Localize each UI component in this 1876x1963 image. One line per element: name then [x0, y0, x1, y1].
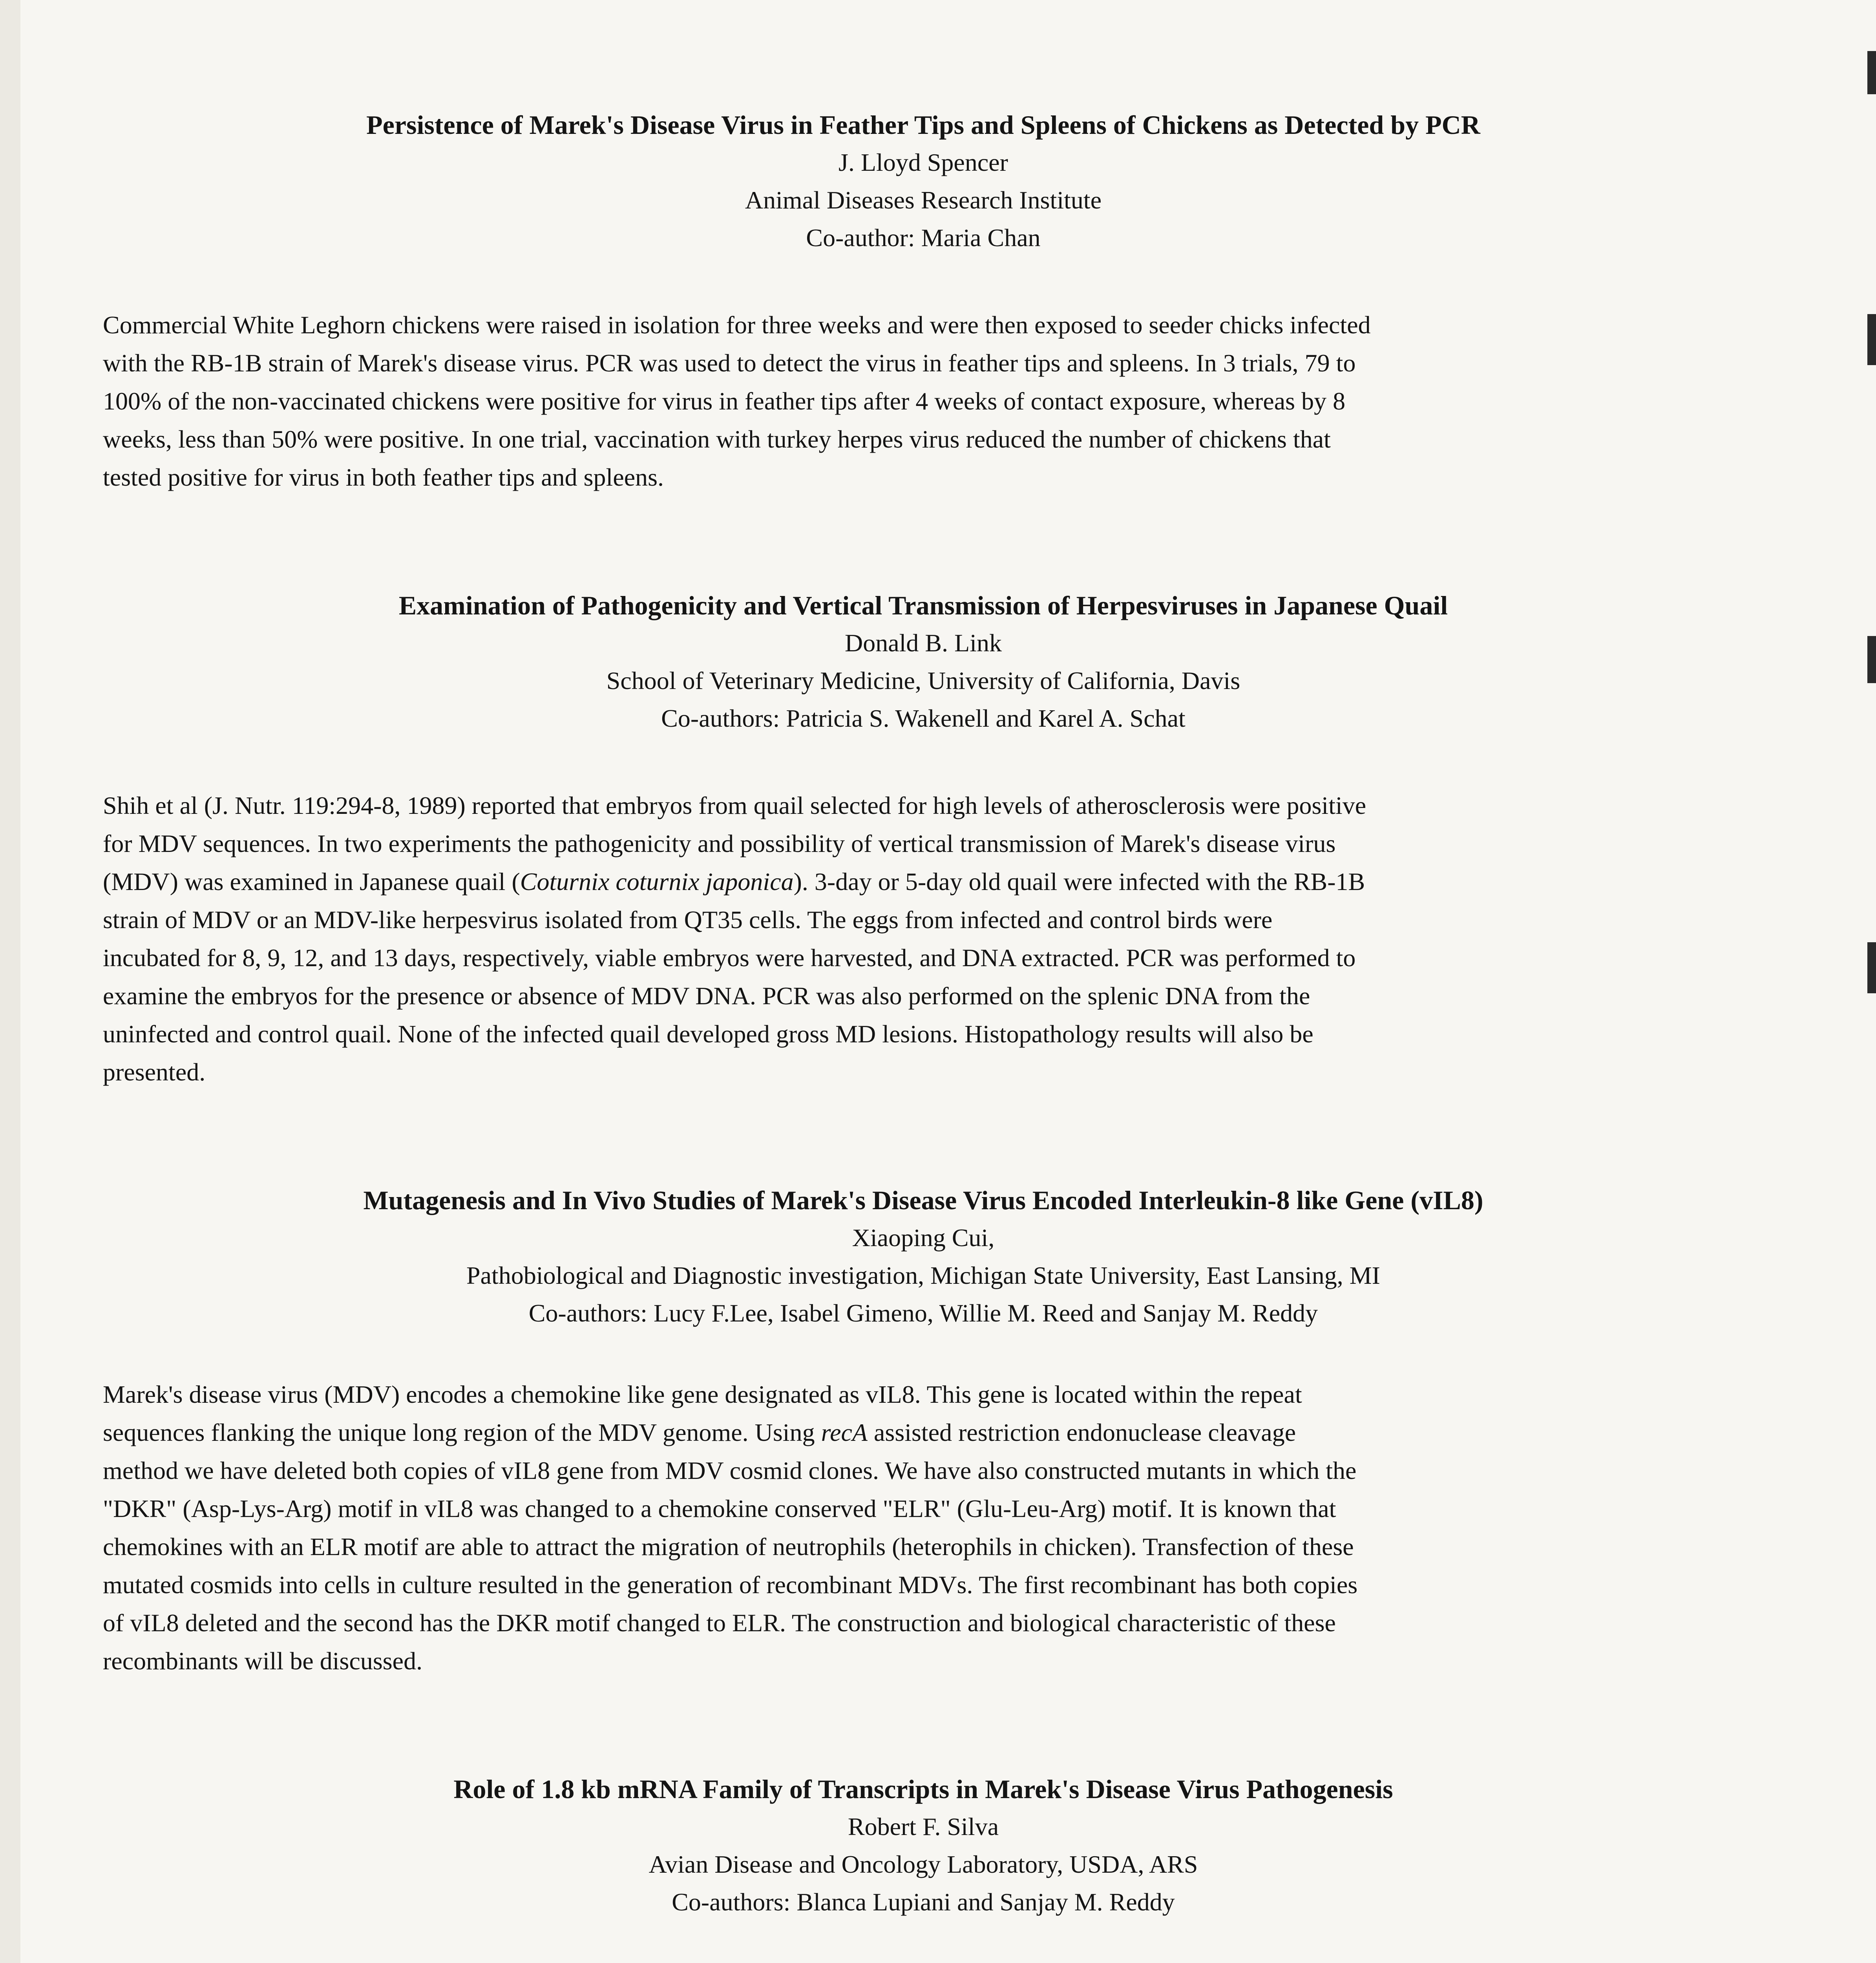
- body-line: chemokines with an ELR motif are able to attract the migration of neutrophils (heterophils in chicken). Transfection of these: [103, 1533, 1354, 1561]
- author: Robert F. Silva: [848, 1813, 999, 1841]
- body-line: tested positive for virus in both feather tips and spleens.: [103, 463, 664, 491]
- abstract-title: Examination of Pathogenicity and Vertical Transmission of Herpesviruses in Japanese Quail: [398, 590, 1448, 620]
- body-line: mutated cosmids into cells in culture resulted in the generation of recombinant MDVs. The first recombinant has both copies: [103, 1571, 1358, 1599]
- coauthors: Co-authors: Lucy F.Lee, Isabel Gimeno, Willie M. Reed and Sanjay M. Reddy: [528, 1299, 1318, 1327]
- abstract-title: Role of 1.8 kb mRNA Family of Transcripts in Marek's Disease Virus Pathogenesis: [453, 1774, 1393, 1804]
- author: J. Lloyd Spencer: [838, 148, 1008, 176]
- body-line: Shih et al (J. Nutr. 119:294-8, 1989) reported that embryos from quail selected for high levels of atherosclerosis were positive: [103, 791, 1366, 819]
- coauthors: Co-author: Maria Chan: [806, 224, 1041, 252]
- affiliation: Avian Disease and Oncology Laboratory, USDA, ARS: [648, 1850, 1198, 1878]
- abstract-body: [103, 1375, 1744, 1680]
- body-line: method we have deleted both copies of vIL8 gene from MDV cosmid clones. We have also constructed mutants in which the: [103, 1457, 1357, 1484]
- body-line: "DKR" (Asp-Lys-Arg) motif in vIL8 was changed to a chemokine conserved "ELR" (Glu-Leu-Arg) motif. It is known that: [103, 1495, 1336, 1523]
- margin-mark: [1867, 314, 1876, 365]
- abstract-spencer: [103, 106, 1744, 496]
- body-line: Marek's disease virus (MDV) encodes a chemokine like gene designated as vIL8. This gene is located within the repeat: [103, 1380, 1302, 1408]
- abstract-silva: [103, 1770, 1744, 1963]
- margin-mark: [1867, 636, 1876, 683]
- author: Donald B. Link: [845, 629, 1002, 657]
- body-line: weeks, less than 50% were positive. In one trial, vaccination with turkey herpes virus reduced the number of chickens that: [103, 425, 1331, 453]
- coauthors: Co-authors: Patricia S. Wakenell and Karel A. Schat: [661, 704, 1186, 732]
- body-text: (MDV) was examined in Japanese quail (: [103, 868, 520, 896]
- abstract-body: [103, 306, 1744, 496]
- body-line: recombinants will be discussed.: [103, 1647, 423, 1675]
- body-line: presented.: [103, 1058, 206, 1086]
- abstract-title: Persistence of Marek's Disease Virus in Feather Tips and Spleens of Chickens as Detected by PCR: [366, 110, 1480, 140]
- abstract-title: Mutagenesis and In Vivo Studies of Marek's Disease Virus Encoded Interleukin-8 like Gene (vIL8): [363, 1185, 1483, 1215]
- coauthors: Co-authors: Blanca Lupiani and Sanjay M. Reddy: [672, 1888, 1175, 1916]
- affiliation: Pathobiological and Diagnostic investigation, Michigan State University, East Lansing, MI: [466, 1261, 1380, 1289]
- body-line: of vIL8 deleted and the second has the DKR motif changed to ELR. The construction and biological characteristic of these: [103, 1609, 1336, 1637]
- page-edge-shadow: [0, 0, 20, 1963]
- body-line: for MDV sequences. In two experiments the pathogenicity and possibility of vertical transmission of Marek's disease virus: [103, 830, 1336, 857]
- gene-name: recA: [821, 1418, 868, 1446]
- body-line: [103, 1413, 1744, 1451]
- body-line: with the RB-1B strain of Marek's disease virus. PCR was used to detect the virus in feather tips and spleens. In 3 trials, 79 to: [103, 349, 1356, 377]
- abstract-body: [103, 786, 1744, 1091]
- body-text: assisted restriction endonuclease cleavage: [868, 1418, 1296, 1446]
- body-text: ). 3-day or 5-day old quail were infected with the RB-1B: [793, 868, 1365, 896]
- affiliation: Animal Diseases Research Institute: [745, 186, 1102, 214]
- abstract-link: [103, 587, 1744, 1091]
- body-line: examine the embryos for the presence or absence of MDV DNA. PCR was also performed on the splenic DNA from the: [103, 982, 1310, 1010]
- body-line: [103, 863, 1744, 901]
- body-line: uninfected and control quail. None of the infected quail developed gross MD lesions. Histopathology results will also be: [103, 1020, 1313, 1048]
- body-line: incubated for 8, 9, 12, and 13 days, respectively, viable embryos were harvested, and DNA extracted. PCR was performed to: [103, 944, 1356, 972]
- abstract-cui: [103, 1181, 1744, 1680]
- margin-mark: [1867, 942, 1876, 993]
- species-name: Coturnix coturnix japonica: [520, 868, 794, 896]
- body-line: 100% of the non-vaccinated chickens were positive for virus in feather tips after 4 weeks of contact exposure, whereas by 8: [103, 387, 1346, 415]
- body-text: sequences flanking the unique long region of the MDV genome. Using: [103, 1418, 821, 1446]
- author: Xiaoping Cui,: [852, 1224, 995, 1252]
- page-content: [103, 106, 1744, 1963]
- body-line: strain of MDV or an MDV-like herpesvirus isolated from QT35 cells. The eggs from infected and control birds were: [103, 906, 1273, 934]
- body-line: Commercial White Leghorn chickens were raised in isolation for three weeks and were then exposed to seeder chicks infected: [103, 311, 1371, 339]
- margin-mark: [1867, 51, 1876, 94]
- affiliation: School of Veterinary Medicine, University of California, Davis: [606, 667, 1240, 695]
